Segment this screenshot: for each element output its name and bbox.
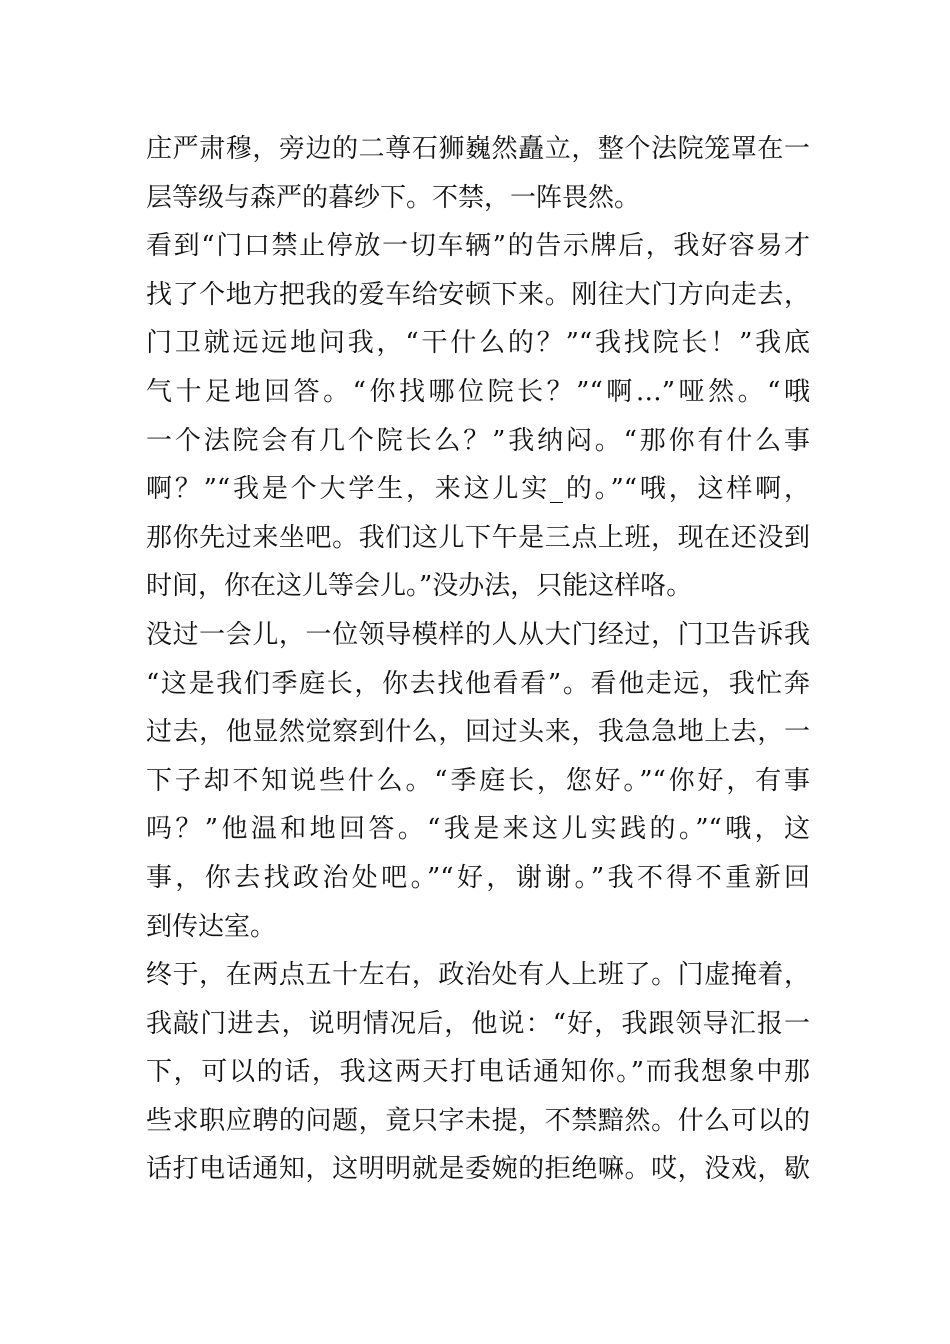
text-line: 那你先过来坐吧。我们这儿下午是三点上班，现在还没到 [146,522,810,553]
text-line: “这是我们季庭长，你去找他看看”。看他走远，我忙奔 [146,668,810,699]
text-line: 啊？”“我是个大学生，来这儿实_的。”“哦，这样啊， [146,474,810,505]
text-line: 吗？”他温和地回答。“我是来这儿实践的。”“哦，这 [146,814,810,845]
text-line: 气十足地回答。“你找哪位院长？”“啊…”哑然。“哦 [146,376,810,407]
text-line: 下，可以的话，我这两天打电话通知你。”而我想象中那 [146,1057,810,1088]
text-line: 看到“门口禁止停放一切车辆”的告示牌后，我好容易才 [146,231,810,262]
text-line: 事，你去找政治处吧。”“好，谢谢。”我不得不重新回 [146,862,810,893]
text-line: 没过一会儿，一位领导模样的人从大门经过，门卫告诉我 [146,619,810,650]
text-line: 些求职应聘的问题，竟只字未提，不禁黯然。什么可以的 [146,1105,810,1136]
body-text [146,125,810,1194]
text-line: 找了个地方把我的爱车给安顿下来。刚往大门方向走去， [146,279,810,310]
text-line: 下子却不知说些什么。“季庭长，您好。”“你好，有事 [146,765,810,796]
text-line: 庄严肃穆，旁边的二尊石狮巍然矗立，整个法院笼罩在一 [146,134,810,164]
text-line: 我敲门进去，说明情况后，他说：“好，我跟领导汇报一 [146,1008,810,1039]
text-line: 层等级与森严的暮纱下。不禁，一阵畏然。 [146,182,641,213]
text-line: 话打电话通知，这明明就是委婉的拒绝嘛。哎，没戏，歇 [146,1154,810,1185]
text-line: 终于，在两点五十左右，政治处有人上班了。门虚掩着， [146,960,810,991]
text-line: 过去，他显然觉察到什么，回过头来，我急急地上去，一 [146,717,810,748]
text-line: 时间，你在这儿等会儿。”没办法，只能这样咯。 [146,571,693,602]
text-line: 一个法院会有几个院长么？”我纳闷。“那你有什么事 [146,425,810,456]
text-line: 门卫就远远地问我，“干什么的？”“我找院长！”我底 [146,328,810,359]
text-line: 到传达室。 [146,911,277,942]
